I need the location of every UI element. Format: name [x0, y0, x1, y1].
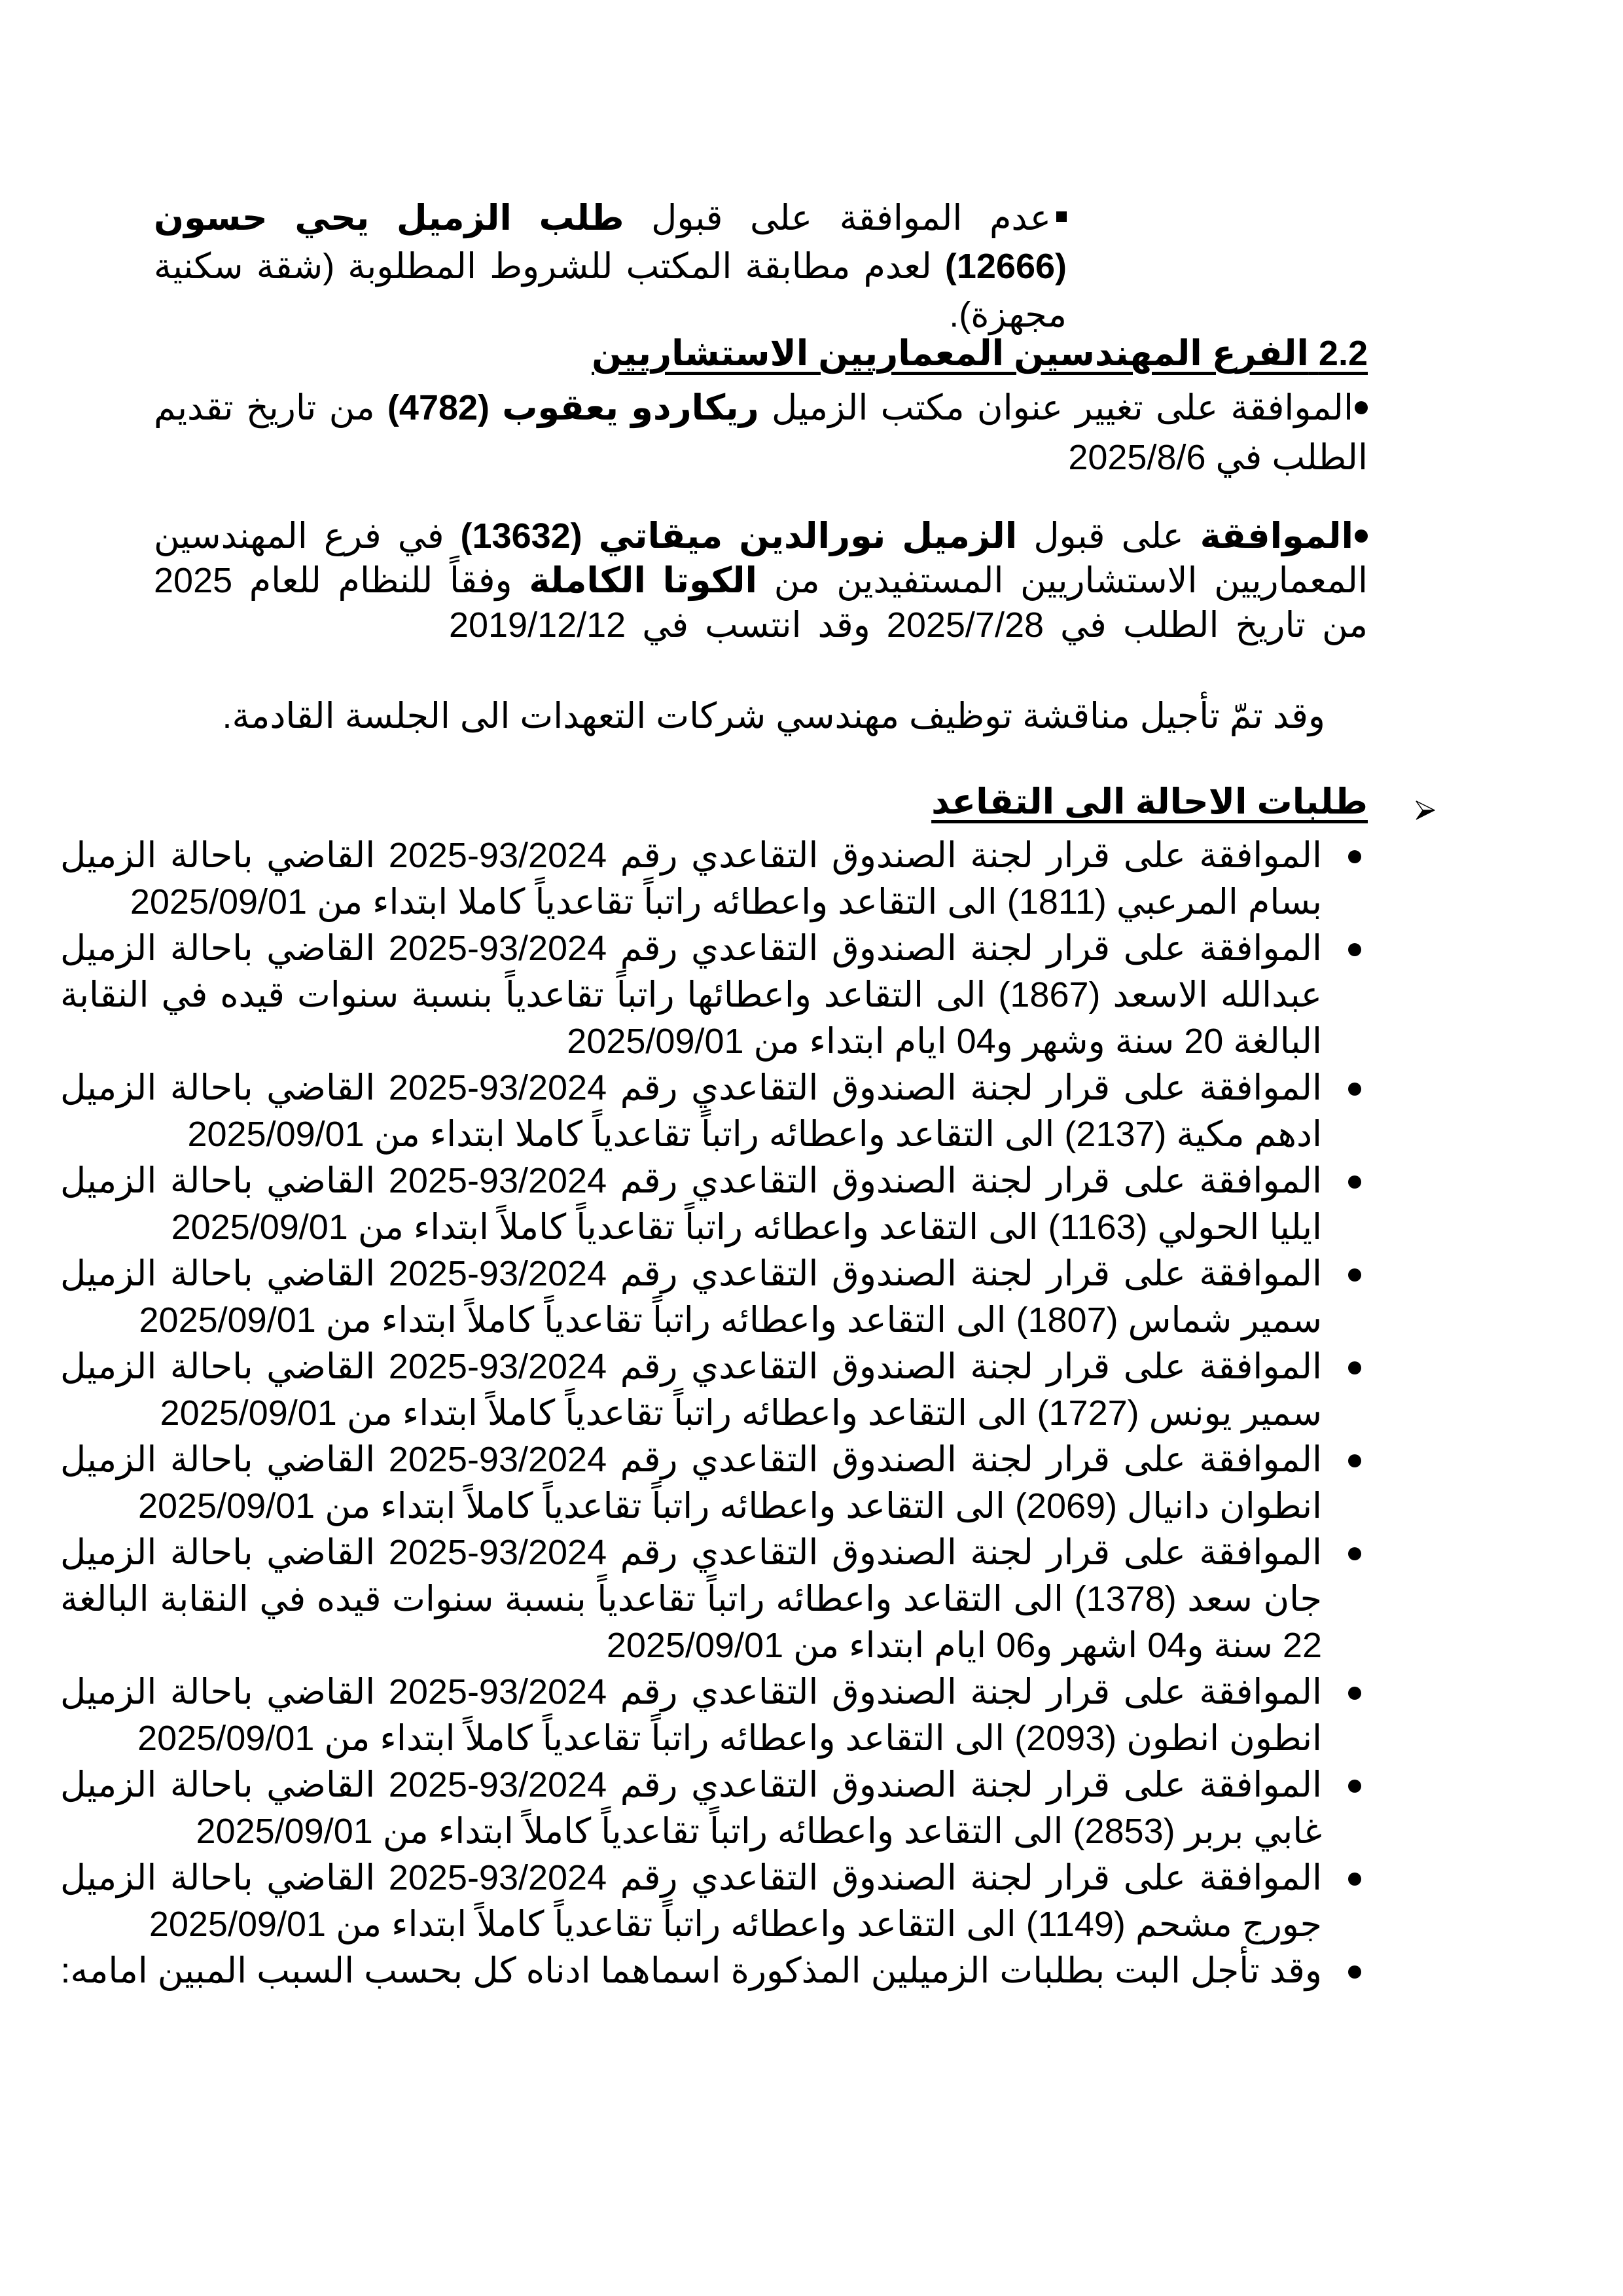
retirement-item-text: الموافقة على قرار لجنة الصندوق التقاعدي رقم 93/2024-2025 القاضي باحالة الزميل عبدالله الاسعد (1867) الى التقاعد واعطائها راتباً تقاعدياً بنسبة سنوات قيده في النقابة البالغة 20 سنة وشهر و04 ايام ابتداء من 2025/09/01	[60, 929, 1323, 1061]
acceptance-middle: في فرع المهندسين المعماريين الاستشاريين المستفيدين من	[154, 516, 1368, 600]
square-bullet-icon	[1056, 211, 1067, 222]
address-change-name: ريكاردو يعقوب (4782)	[387, 388, 759, 427]
retirement-item-text: الموافقة على قرار لجنة الصندوق التقاعدي رقم 93/2024-2025 القاضي باحالة الزميل غابي بربر (2853) الى التقاعد واعطائه راتباً تقاعدياً كاملاً ابتداء من 2025/09/01	[60, 1765, 1322, 1851]
rejection-request: طلب الزميل يحي حسون (12666)	[154, 198, 1067, 286]
acceptance-suffix: وفقاً للنظام للعام 2025 من تاريخ الطلب في 2025/7/28 وقد انتسب في 2019/12/12	[154, 561, 1368, 645]
bullet-icon	[1355, 401, 1368, 414]
acceptance-quota: الكوتا الكاملة	[529, 561, 758, 600]
retirement-item	[60, 1437, 1369, 1530]
arrow-bullet-icon	[1414, 797, 1440, 823]
retirement-item	[60, 833, 1369, 925]
postponement-note: وقد تمّ تأجيل مناقشة توظيف مهندسي شركات التعهدات الى الجلسة القادمة.	[222, 696, 1325, 736]
retirement-item	[60, 1669, 1369, 1762]
section-title: الفرع المهندسين المعماريين الاستشاريين	[592, 334, 1309, 373]
rejection-suffix: لعدم مطابقة المكتب للشروط المطلوبة (شقة سكنية مجهزة).	[154, 247, 1067, 334]
retirement-title: طلبات الاحالة الى التقاعد	[931, 782, 1368, 821]
retirement-item-text: الموافقة على قرار لجنة الصندوق التقاعدي رقم 93/2024-2025 القاضي باحالة الزميل ايليا الحولي (1163) الى التقاعد واعطائه راتباً تقاعدياً كاملاً ابتداء من 2025/09/01	[60, 1161, 1322, 1247]
bullet-icon	[1348, 1873, 1361, 1886]
retirement-item-text: الموافقة على قرار لجنة الصندوق التقاعدي رقم 93/2024-2025 القاضي باحالة الزميل بسام المرعبي (1811) الى التقاعد واعطائه راتباً تقاعدياً كاملا ابتداء من 2025/09/01	[60, 836, 1322, 922]
retirement-item-text: الموافقة على قرار لجنة الصندوق التقاعدي رقم 93/2024-2025 القاضي باحالة الزميل سمير شماس (1807) الى التقاعد واعطائه راتباً تقاعدياً كاملاً ابتداء من 2025/09/01	[60, 1254, 1322, 1340]
section-number: 2.2	[1318, 334, 1368, 373]
retirement-heading	[931, 779, 1368, 825]
retirement-item	[60, 1158, 1369, 1251]
address-change-prefix: الموافقة على تغيير عنوان مكتب الزميل	[758, 388, 1353, 427]
acceptance-lead: الموافقة	[1200, 516, 1353, 556]
acceptance-prefix: على قبول	[1017, 516, 1200, 556]
bullet-icon	[1348, 1083, 1361, 1096]
acceptance-name: الزميل نورالدين ميقاتي (13632)	[460, 516, 1018, 556]
bullet-icon	[1348, 1780, 1361, 1793]
bullet-icon	[1348, 1268, 1361, 1282]
retirement-item	[60, 1251, 1369, 1344]
bullet-icon	[1355, 529, 1368, 543]
bullet-icon	[1348, 1361, 1361, 1374]
rejection-prefix: عدم الموافقة على قبول	[624, 198, 1051, 238]
bullet-icon	[1348, 1547, 1361, 1560]
retirement-item	[60, 1762, 1369, 1855]
address-change-suffix: من تاريخ تقديم الطلب في 2025/8/6	[154, 388, 1368, 477]
membership-acceptance-item	[154, 514, 1368, 647]
bullet-icon	[1348, 1454, 1361, 1467]
retirement-item-text: الموافقة على قرار لجنة الصندوق التقاعدي رقم 93/2024-2025 القاضي باحالة الزميل ادهم مكية (2137) الى التقاعد واعطائه راتباً تقاعدياً كاملا ابتداء من 2025/09/01	[60, 1068, 1322, 1154]
retirement-item	[60, 1855, 1369, 1948]
retirement-item-text: الموافقة على قرار لجنة الصندوق التقاعدي رقم 93/2024-2025 القاضي باحالة الزميل انطوان دانيال (2069) الى التقاعد واعطائه راتباً تقاعدياً كاملاً ابتداء من 2025/09/01	[60, 1440, 1322, 1526]
address-change-item	[154, 383, 1368, 482]
rejection-paragraph	[154, 194, 1067, 339]
retirement-item	[60, 1530, 1369, 1669]
retirement-item-text: الموافقة على قرار لجنة الصندوق التقاعدي رقم 93/2024-2025 القاضي باحالة الزميل جان سعد (1378) الى التقاعد واعطائه راتباً تقاعدياً بنسبة سنوات قيده في النقابة البالغة 22 سنة و04 اشهر و06 ايام ابتداء من 2025/09/01	[60, 1533, 1322, 1665]
retirement-postponed-note	[60, 1948, 1369, 1994]
retirement-item-text: الموافقة على قرار لجنة الصندوق التقاعدي رقم 93/2024-2025 القاضي باحالة الزميل جورج مشحم (1149) الى التقاعد واعطائه راتباً تقاعدياً كاملاً ابتداء من 2025/09/01	[60, 1858, 1322, 1944]
retirement-postponed-text: وقد تأجل البت بطلبات الزميلين المذكورة اسماهما ادناه كل بحسب السبب المبين امامه:	[60, 1951, 1322, 1990]
bullet-icon	[1348, 1175, 1361, 1189]
retirement-list	[60, 833, 1369, 1994]
retirement-item	[60, 1344, 1369, 1437]
bullet-icon	[1348, 1965, 1361, 1979]
bullet-icon	[1348, 1687, 1361, 1700]
section-2-2-heading	[592, 331, 1368, 376]
bullet-icon	[1348, 850, 1361, 863]
retirement-item-text: الموافقة على قرار لجنة الصندوق التقاعدي رقم 93/2024-2025 القاضي باحالة الزميل سمير يونس (1727) الى التقاعد واعطائه راتباً تقاعدياً كاملاً ابتداء من 2025/09/01	[60, 1347, 1322, 1433]
retirement-item	[60, 1065, 1369, 1158]
bullet-icon	[1348, 943, 1361, 956]
retirement-item-text: الموافقة على قرار لجنة الصندوق التقاعدي رقم 93/2024-2025 القاضي باحالة الزميل انطون انطون (2093) الى التقاعد واعطائه راتباً تقاعدياً كاملاً ابتداء من 2025/09/01	[60, 1672, 1322, 1758]
retirement-item	[60, 925, 1369, 1065]
